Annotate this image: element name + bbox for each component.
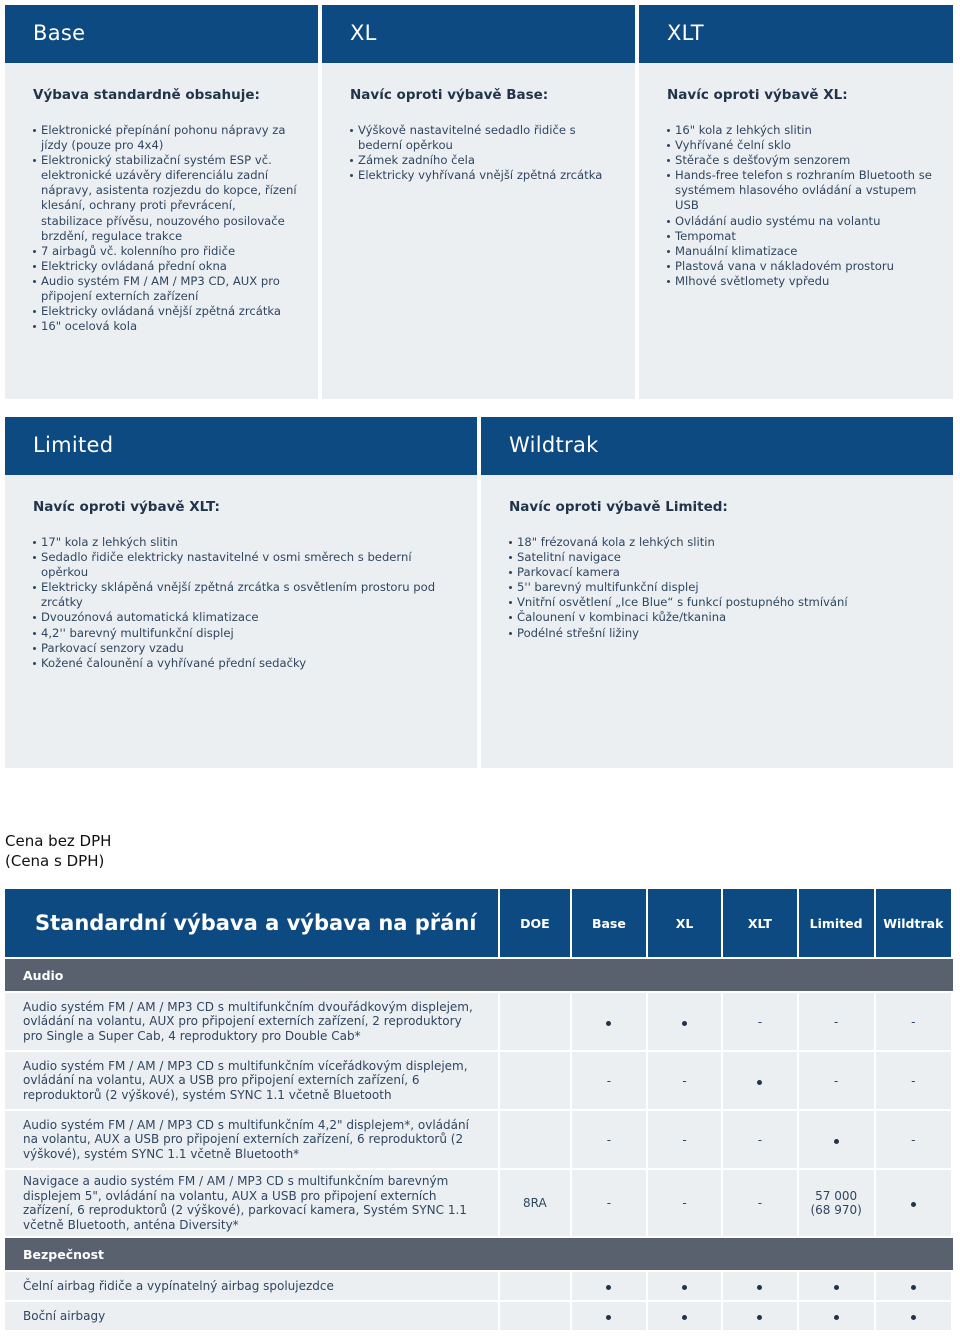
feature-item: 16" ocelová kola: [33, 319, 298, 334]
cell-standard: [572, 1270, 648, 1300]
standard-dot-icon: [606, 1021, 611, 1026]
feature-item: Mlhové světlomety vpředu: [667, 274, 933, 289]
section-row: [5, 957, 953, 991]
feature-item: Zámek zadního čela: [350, 153, 615, 168]
row-description: Navigace a audio systém FM / AM / MP3 CD s multifunkčním barevným displejem 5", ovládání na volantu, AUX a USB pro připojení externích zařízení, 6 reproduktorů (2 výškové), parkovací kamera, Systém SYNC 1.1 včetně Bluetooth, anténa Diversity*: [5, 1168, 500, 1236]
feature-item: Ovládání audio systému na volantu: [667, 214, 933, 229]
feature-item: Elektricky sklápěná vnější zpětná zrcátka s osvětlením prostoru pod zrcátky: [33, 580, 457, 610]
feature-item: Stěrače s dešťovým senzorem: [667, 153, 933, 168]
feature-item: Elektronické přepínání pohonu nápravy za jízdy (pouze pro 4x4): [33, 123, 298, 153]
feature-item: Výškově nastavitelné sedadlo řidiče s bederní opěrkou: [350, 123, 615, 153]
row-description: Boční airbagy: [5, 1300, 500, 1330]
feature-list: [33, 535, 457, 671]
panel-title: Wildtrak: [481, 417, 953, 475]
table-cell: 8RA: [500, 1168, 572, 1236]
table-cell: [500, 1109, 572, 1168]
cell-standard: [723, 1300, 799, 1330]
table-cell: [500, 1270, 572, 1300]
standard-dot-icon: [606, 1285, 611, 1290]
column-header: DOE: [500, 889, 572, 957]
panel-title: XL: [322, 5, 635, 63]
panel-subtitle: Navíc oproti výbavě Limited:: [509, 499, 728, 515]
table-cell: -: [876, 1109, 953, 1168]
panel-title: Base: [5, 5, 318, 63]
table-row: [5, 1168, 953, 1236]
table-cell: -: [799, 1050, 876, 1109]
standard-dot-icon: [606, 1315, 611, 1320]
feature-item: Vnitřní osvětlení „Ice Blue“ s funkcí postupného stmívání: [509, 595, 933, 610]
standard-dot-icon: [757, 1285, 762, 1290]
panel-wildtrak: [481, 417, 953, 768]
table-cell: -: [648, 1050, 723, 1109]
cell-standard: [572, 991, 648, 1050]
table-cell: -: [648, 1109, 723, 1168]
standard-dot-icon: [757, 1315, 762, 1320]
feature-item: Hands-free telefon s rozhraním Bluetooth se systémem hlasového ovládání a vstupem USB: [667, 168, 933, 213]
panel-xl: [322, 5, 635, 399]
section-title: Bezpečnost: [5, 1236, 953, 1270]
panel-subtitle: Výbava standardně obsahuje:: [33, 87, 260, 103]
panel-xlt: [639, 5, 953, 399]
row-description: Audio systém FM / AM / MP3 CD s multifunkčním 4,2" displejem*, ovládání na volantu, AUX a USB pro připojení externích zařízení, 6 reproduktorů (2 výškové), systém SYNC 1.1 včetně Bluetooth*: [5, 1109, 500, 1168]
feature-item: Manuální klimatizace: [667, 244, 933, 259]
price-label-net: Cena bez DPH: [5, 832, 112, 850]
standard-dot-icon: [682, 1021, 687, 1026]
standard-dot-icon: [834, 1139, 839, 1144]
table-header-row: [5, 889, 953, 957]
cell-standard: [799, 1270, 876, 1300]
table-cell: [500, 991, 572, 1050]
table-row: [5, 1270, 953, 1300]
standard-dot-icon: [682, 1285, 687, 1290]
feature-item: 17" kola z lehkých slitin: [33, 535, 457, 550]
table-row: [5, 991, 953, 1050]
feature-item: Elektronický stabilizační systém ESP vč. elektronické uzávěry diferenciálu zadní nápravy, asistenta rozjezdu do kopce, řízení klesání, ochrany proti převrácení, stabilizace přívěsu, nouzového posilovače brzdění, regulace trakce: [33, 153, 298, 244]
panel-title: Limited: [5, 417, 477, 475]
column-header: Base: [572, 889, 648, 957]
table-cell: -: [876, 1050, 953, 1109]
table-cell: [500, 1050, 572, 1109]
section-title: Audio: [5, 957, 953, 991]
section-row: [5, 1236, 953, 1270]
feature-item: Tempomat: [667, 229, 933, 244]
cell-standard: [876, 1270, 953, 1300]
panel-subtitle: Navíc oproti výbavě Base:: [350, 87, 549, 103]
table-cell: 57 000 (68 970): [799, 1168, 876, 1236]
cell-standard: [723, 1270, 799, 1300]
cell-standard: [799, 1300, 876, 1330]
feature-list: [350, 123, 615, 183]
standard-dot-icon: [682, 1315, 687, 1320]
panel-base: [5, 5, 318, 399]
feature-item: Satelitní navigace: [509, 550, 933, 565]
standard-dot-icon: [834, 1285, 839, 1290]
panel-limited: [5, 417, 477, 768]
panel-subtitle: Navíc oproti výbavě XL:: [667, 87, 848, 103]
feature-item: Parkovací senzory vzadu: [33, 641, 457, 656]
cell-standard: [799, 1109, 876, 1168]
table-cell: -: [572, 1109, 648, 1168]
standard-dot-icon: [911, 1285, 916, 1290]
table-cell: -: [572, 1050, 648, 1109]
feature-item: 16" kola z lehkých slitin: [667, 123, 933, 138]
table-row: [5, 1300, 953, 1330]
table-title: Standardní výbava a výbava na přání: [5, 889, 500, 957]
table-cell: -: [648, 1168, 723, 1236]
table-cell: [500, 1300, 572, 1330]
feature-item: Parkovací kamera: [509, 565, 933, 580]
table-cell: -: [876, 991, 953, 1050]
row-description: Čelní airbag řidiče a vypínatelný airbag spolujezdce: [5, 1270, 500, 1300]
feature-item: Elektricky ovládaná vnější zpětná zrcátka: [33, 304, 298, 319]
standard-dot-icon: [911, 1202, 916, 1207]
standard-dot-icon: [757, 1080, 762, 1085]
feature-item: Čalounení v kombinaci kůže/tkanina: [509, 610, 933, 625]
panel-title: XLT: [639, 5, 953, 63]
feature-list: [509, 535, 933, 641]
standard-dot-icon: [911, 1315, 916, 1320]
standard-dot-icon: [834, 1315, 839, 1320]
feature-list: [33, 123, 298, 334]
table-cell: -: [723, 991, 799, 1050]
column-header: Wildtrak: [876, 889, 953, 957]
feature-item: Elektricky ovládaná přední okna: [33, 259, 298, 274]
row-description: Audio systém FM / AM / MP3 CD s multifunkčním víceřádkovým displejem, ovládání na volantu, AUX a USB pro připojení externích zařízení, 6 reproduktorů (2 výškové), systém SYNC 1.1 včetně Bluetooth: [5, 1050, 500, 1109]
feature-item: Plastová vana v nákladovém prostoru: [667, 259, 933, 274]
feature-item: Kožené čalounění a vyhřívané přední sedačky: [33, 656, 457, 671]
table-cell: -: [572, 1168, 648, 1236]
price-label-gross: (Cena s DPH): [5, 852, 105, 870]
table-cell: -: [723, 1168, 799, 1236]
cell-standard: [648, 1300, 723, 1330]
table-row: [5, 1050, 953, 1109]
cell-standard: [876, 1168, 953, 1236]
cell-standard: [648, 1270, 723, 1300]
feature-item: Sedadlo řidiče elektricky nastavitelné v osmi směrech s bederní opěrkou: [33, 550, 457, 580]
feature-item: Vyhřívané čelní sklo: [667, 138, 933, 153]
row-description: Audio systém FM / AM / MP3 CD s multifunkčním dvouřádkovým displejem, ovládání na volantu, AUX pro připojení externích zařízení, 2 reproduktory pro Single a Super Cab, 4 reproduktory pro Double Cab*: [5, 991, 500, 1050]
feature-item: Elektricky vyhřívaná vnější zpětná zrcátka: [350, 168, 615, 183]
table-cell: -: [799, 991, 876, 1050]
table-row: [5, 1109, 953, 1168]
panel-subtitle: Navíc oproti výbavě XLT:: [33, 499, 220, 515]
feature-list: [667, 123, 933, 289]
column-header: XLT: [723, 889, 799, 957]
cell-standard: [648, 991, 723, 1050]
column-header: Limited: [799, 889, 876, 957]
feature-item: 4,2'' barevný multifunkční displej: [33, 626, 457, 641]
feature-item: Podélné střešní ližiny: [509, 626, 933, 641]
feature-item: 5'' barevný multifunkční displej: [509, 580, 933, 595]
column-header: XL: [648, 889, 723, 957]
table-cell: -: [723, 1109, 799, 1168]
cell-standard: [876, 1300, 953, 1330]
feature-item: Dvouzónová automatická klimatizace: [33, 610, 457, 625]
cell-standard: [572, 1300, 648, 1330]
feature-item: 18" frézovaná kola z lehkých slitin: [509, 535, 933, 550]
equipment-table: [5, 889, 953, 1330]
cell-standard: [723, 1050, 799, 1109]
feature-item: 7 airbagů vč. kolenního pro řidiče: [33, 244, 298, 259]
feature-item: Audio systém FM / AM / MP3 CD, AUX pro připojení externích zařízení: [33, 274, 298, 304]
